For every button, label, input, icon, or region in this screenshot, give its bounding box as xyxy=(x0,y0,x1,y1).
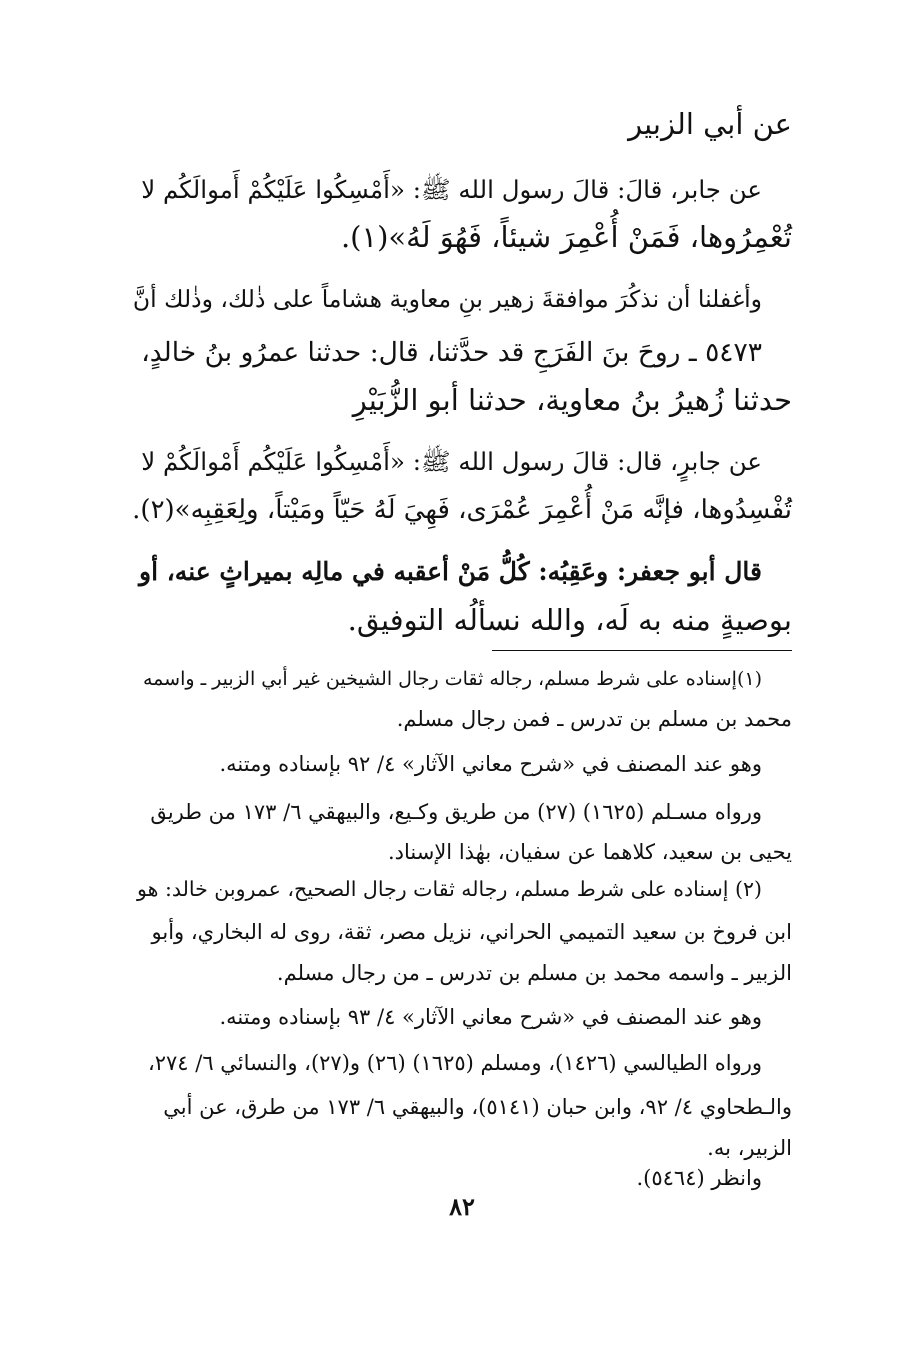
footnote-2-line-8: وانظر (٥٤٦٤). xyxy=(636,1166,762,1190)
hadith-line-1: عن جابر، قالَ: قالَ رسول الله ﷺ: «أَمْسِكُوا عَلَيْكُمْ أَموالَكُم لا xyxy=(141,175,762,204)
footnote-2-line-3: الزبير ـ واسمه محمد بن مسلم بن تدرس ـ من رجال مسلم. xyxy=(276,961,792,985)
hadith-line-4: تُفْسِدُوها، فإنَّه مَنْ أُعْمِرَ عُمْرَى، فَهِيَ لَهُ حَيّاً ومَيْتاً، ولِعَقِبِه»(٢). xyxy=(132,495,792,525)
footnote-1-line-3: وهو عند المصنف في «شرح معاني الآثار» ٤/ ٩٢ بإسناده ومتنه. xyxy=(219,752,762,776)
footnote-1-line-4: ورواه مسـلم (١٦٢٥) (٢٧) من طريق وكـيع، والبيهقي ٦/ ١٧٣ من طريق xyxy=(150,800,762,824)
hadith-line-2: تُعْمِرُوها، فَمَنْ أُعْمِرَ شيئاً، فَهُوَ لَهُ»(١). xyxy=(340,220,792,254)
abu-jafar-line-2: بوصيةٍ منه به لَه، والله نسألُه التوفيق. xyxy=(347,603,792,637)
footnote-2-line-2: ابن فروخ بن سعيد التميمي الحراني، نزيل مصر، ثقة، روى له البخاري، وأبو xyxy=(151,920,792,944)
footnote-2-line-7: الزبير، به. xyxy=(707,1136,792,1160)
page-number: ٨٢ xyxy=(449,1192,475,1221)
isnad-line-2: حدثنا زُهيرُ بنُ معاوية، حدثنا أبو الزُّبَيْرِ xyxy=(352,383,792,417)
hadith-line-3: عن جابرٍ، قال: قالَ رسول الله ﷺ: «أَمْسِكُوا عَلَيْكُم أَمْوالَكُمْ لا xyxy=(141,447,762,476)
footnote-2-line-6: والـطحاوي ٤/ ٩٢، وابن حبان (٥١٤١)، والبيهقي ٦/ ١٧٣ من طرق، عن أبي xyxy=(163,1095,792,1119)
footnote-2-line-5: ورواه الطيالسي (١٤٢٦)، ومسلم (١٦٢٥) (٢٦) و(٢٧)، والنسائي ٦/ ٢٧٤، xyxy=(147,1051,762,1075)
footnote-1-line-5: يحيى بن سعيد، كلاهما عن سفيان، بهٰذا الإسناد. xyxy=(387,840,792,864)
footnote-2-line-1: (٢) إسناده على شرط مسلم، رجاله ثقات رجال الصحيح، عمروبن خالد: هو xyxy=(137,877,762,901)
footnote-1-line-1: (١)إسناده على شرط مسلم، رجاله ثقات رجال الشيخين غير أبي الزبير ـ واسمه xyxy=(142,668,762,690)
footnote-divider xyxy=(492,650,792,651)
isnad-line-1: ٥٤٧٣ ـ روحَ بنَ الفَرَجِ قد حدَّثنا، قال: حدثنا عمرُو بنُ خالدٍ، xyxy=(141,337,762,368)
footnote-1-line-2: محمد بن مسلم بن تدرس ـ فمن رجال مسلم. xyxy=(396,707,792,731)
footnote-2-line-4: وهو عند المصنف في «شرح معاني الآثار» ٤/ ٩٣ بإسناده ومتنه. xyxy=(219,1005,762,1029)
abu-jafar-line-1: قال أبو جعفر: وعَقِبُه: كُلُّ مَنْ أعقبه في مالِه بميراثٍ عنه، أو xyxy=(139,557,762,586)
running-title: عن أبي الزبير xyxy=(628,107,792,141)
commentary-line: وأغفلنا أن نذكُرَ موافقةَ زهير بنِ معاوية هشاماً على ذٰلك، وذٰلك أنَّ xyxy=(132,285,762,313)
